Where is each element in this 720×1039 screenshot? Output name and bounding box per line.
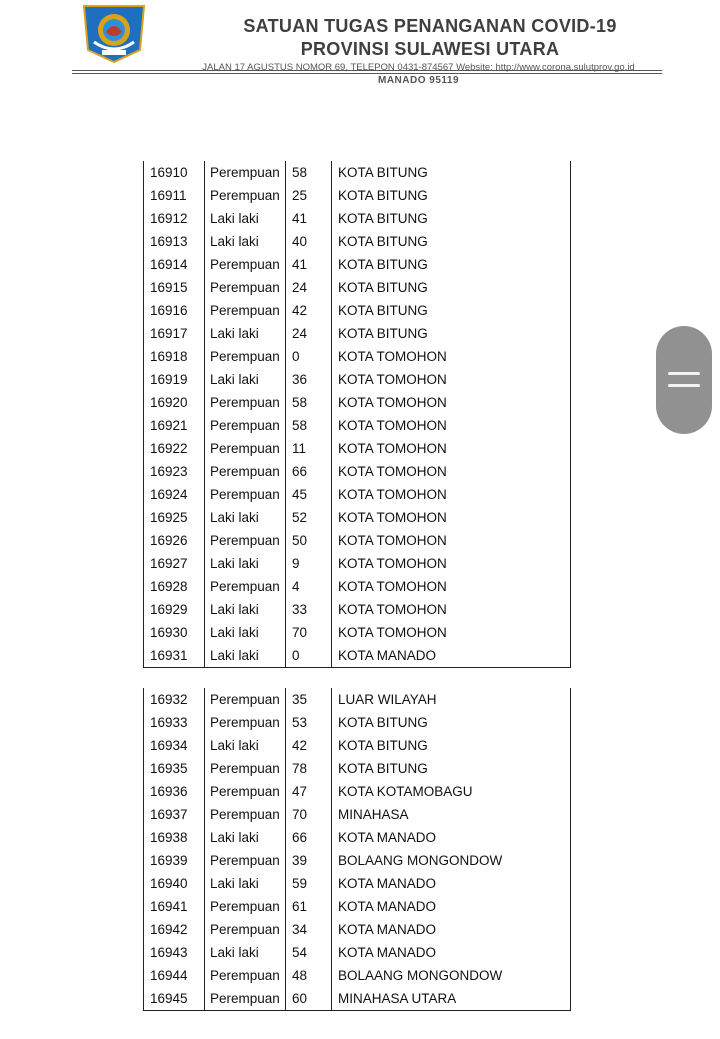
gender-cell: Perempuan	[205, 964, 286, 987]
region-cell: KOTA TOMOHON	[332, 552, 571, 575]
region-cell: KOTA BITUNG	[332, 711, 571, 734]
age-cell: 45	[286, 483, 332, 506]
gender-cell: Laki laki	[205, 598, 286, 621]
gender-cell: Laki laki	[205, 734, 286, 757]
table-row	[144, 734, 571, 757]
table-row	[144, 184, 571, 207]
gender-cell: Perempuan	[205, 757, 286, 780]
table-row	[144, 345, 571, 368]
header-divider	[72, 73, 662, 74]
age-cell: 42	[286, 734, 332, 757]
gender-cell: Perempuan	[205, 184, 286, 207]
region-cell: KOTA MANADO	[332, 644, 571, 668]
gender-cell: Laki laki	[205, 872, 286, 895]
case-number-cell: 16917	[144, 322, 205, 345]
gender-cell: Perempuan	[205, 391, 286, 414]
region-cell: KOTA BITUNG	[332, 161, 571, 184]
case-number-cell: 16935	[144, 757, 205, 780]
age-cell: 58	[286, 414, 332, 437]
case-number-cell: 16919	[144, 368, 205, 391]
table-row	[144, 437, 571, 460]
case-number-cell: 16944	[144, 964, 205, 987]
table-row	[144, 230, 571, 253]
case-number-cell: 16936	[144, 780, 205, 803]
table-row	[144, 460, 571, 483]
region-cell: MINAHASA	[332, 803, 571, 826]
gender-cell: Laki laki	[205, 322, 286, 345]
header-divider	[72, 70, 662, 71]
age-cell: 36	[286, 368, 332, 391]
table-row	[144, 964, 571, 987]
age-cell: 52	[286, 506, 332, 529]
gender-cell: Laki laki	[205, 941, 286, 964]
handle-line	[668, 372, 700, 375]
handle-line	[668, 384, 700, 387]
region-cell: KOTA TOMOHON	[332, 345, 571, 368]
age-cell: 42	[286, 299, 332, 322]
drag-handle-icon[interactable]	[656, 326, 712, 434]
age-cell: 58	[286, 161, 332, 184]
age-cell: 40	[286, 230, 332, 253]
table-row	[144, 711, 571, 734]
region-cell: KOTA TOMOHON	[332, 598, 571, 621]
age-cell: 70	[286, 621, 332, 644]
age-cell: 9	[286, 552, 332, 575]
case-number-cell: 16924	[144, 483, 205, 506]
case-number-cell: 16934	[144, 734, 205, 757]
case-number-cell: 16930	[144, 621, 205, 644]
gender-cell: Laki laki	[205, 368, 286, 391]
age-cell: 53	[286, 711, 332, 734]
region-cell: KOTA BITUNG	[332, 184, 571, 207]
gender-cell: Perempuan	[205, 575, 286, 598]
case-table	[143, 688, 571, 1011]
header-city: MANADO 95119	[377, 75, 460, 86]
table-row	[144, 253, 571, 276]
case-number-cell: 16942	[144, 918, 205, 941]
gender-cell: Perempuan	[205, 299, 286, 322]
age-cell: 33	[286, 598, 332, 621]
region-cell: KOTA MANADO	[332, 918, 571, 941]
table-row	[144, 918, 571, 941]
age-cell: 70	[286, 803, 332, 826]
table-row	[144, 941, 571, 964]
table-row	[144, 299, 571, 322]
age-cell: 59	[286, 872, 332, 895]
region-cell: KOTA TOMOHON	[332, 391, 571, 414]
region-cell: KOTA TOMOHON	[332, 437, 571, 460]
gender-cell: Laki laki	[205, 230, 286, 253]
table-row	[144, 826, 571, 849]
gender-cell: Perempuan	[205, 711, 286, 734]
case-number-cell: 16912	[144, 207, 205, 230]
case-number-cell: 16928	[144, 575, 205, 598]
gender-cell: Laki laki	[205, 552, 286, 575]
region-cell: KOTA BITUNG	[332, 734, 571, 757]
region-cell: KOTA TOMOHON	[332, 483, 571, 506]
gender-cell: Perempuan	[205, 529, 286, 552]
region-cell: KOTA MANADO	[332, 895, 571, 918]
gender-cell: Laki laki	[205, 621, 286, 644]
case-number-cell: 16915	[144, 276, 205, 299]
age-cell: 4	[286, 575, 332, 598]
region-cell: BOLAANG MONGONDOW	[332, 849, 571, 872]
table-row	[144, 391, 571, 414]
gender-cell: Perempuan	[205, 253, 286, 276]
age-cell: 0	[286, 644, 332, 668]
case-number-cell: 16910	[144, 161, 205, 184]
gender-cell: Perempuan	[205, 437, 286, 460]
case-number-cell: 16938	[144, 826, 205, 849]
region-cell: KOTA TOMOHON	[332, 460, 571, 483]
region-cell: KOTA BITUNG	[332, 230, 571, 253]
age-cell: 60	[286, 987, 332, 1011]
case-number-cell: 16933	[144, 711, 205, 734]
case-number-cell: 16927	[144, 552, 205, 575]
case-number-cell: 16916	[144, 299, 205, 322]
region-cell: KOTA MANADO	[332, 941, 571, 964]
gender-cell: Perempuan	[205, 345, 286, 368]
age-cell: 39	[286, 849, 332, 872]
region-cell: KOTA KOTAMOBAGU	[332, 780, 571, 803]
table-row	[144, 506, 571, 529]
table-row	[144, 276, 571, 299]
table-row	[144, 780, 571, 803]
case-number-cell: 16929	[144, 598, 205, 621]
age-cell: 54	[286, 941, 332, 964]
case-number-cell: 16941	[144, 895, 205, 918]
case-number-cell: 16931	[144, 644, 205, 668]
region-cell: KOTA BITUNG	[332, 322, 571, 345]
age-cell: 66	[286, 826, 332, 849]
region-cell: KOTA BITUNG	[332, 757, 571, 780]
region-cell: KOTA BITUNG	[332, 253, 571, 276]
age-cell: 25	[286, 184, 332, 207]
case-number-cell: 16926	[144, 529, 205, 552]
table-row	[144, 987, 571, 1011]
region-cell: KOTA TOMOHON	[332, 529, 571, 552]
table-row	[144, 529, 571, 552]
table-row	[144, 849, 571, 872]
region-cell: KOTA TOMOHON	[332, 621, 571, 644]
table-row	[144, 207, 571, 230]
header-title: SATUAN TUGAS PENANGANAN COVID-19	[243, 16, 617, 36]
case-table	[143, 161, 571, 668]
gender-cell: Perempuan	[205, 987, 286, 1011]
age-cell: 58	[286, 391, 332, 414]
case-number-cell: 16937	[144, 803, 205, 826]
region-cell: KOTA TOMOHON	[332, 506, 571, 529]
gender-cell: Perempuan	[205, 688, 286, 711]
age-cell: 78	[286, 757, 332, 780]
age-cell: 41	[286, 253, 332, 276]
case-number-cell: 16939	[144, 849, 205, 872]
gender-cell: Perempuan	[205, 414, 286, 437]
case-number-cell: 16914	[144, 253, 205, 276]
region-cell: MINAHASA UTARA	[332, 987, 571, 1011]
age-cell: 48	[286, 964, 332, 987]
case-number-cell: 16921	[144, 414, 205, 437]
age-cell: 24	[286, 276, 332, 299]
gender-cell: Laki laki	[205, 207, 286, 230]
gender-cell: Perempuan	[205, 918, 286, 941]
gender-cell: Perempuan	[205, 895, 286, 918]
case-number-cell: 16925	[144, 506, 205, 529]
gender-cell: Laki laki	[205, 506, 286, 529]
gender-cell: Laki laki	[205, 644, 286, 668]
header-subtitle: PROVINSI SULAWESI UTARA	[300, 39, 560, 59]
table-row	[144, 414, 571, 437]
gender-cell: Perempuan	[205, 803, 286, 826]
table-row	[144, 803, 571, 826]
region-cell: KOTA MANADO	[332, 826, 571, 849]
header-address: JALAN 17 AGUSTUS NOMOR 69, TELEPON 0431-874567 Website: http://www.corona.sulutprov.go.id	[202, 62, 635, 73]
gender-cell: Perempuan	[205, 483, 286, 506]
age-cell: 11	[286, 437, 332, 460]
gender-cell: Perempuan	[205, 460, 286, 483]
region-cell: BOLAANG MONGONDOW	[332, 964, 571, 987]
table-row	[144, 575, 571, 598]
table-row	[144, 161, 571, 184]
case-number-cell: 16923	[144, 460, 205, 483]
age-cell: 61	[286, 895, 332, 918]
region-cell: KOTA TOMOHON	[332, 368, 571, 391]
table-row	[144, 368, 571, 391]
case-number-cell: 16922	[144, 437, 205, 460]
case-number-cell: 16940	[144, 872, 205, 895]
case-number-cell: 16932	[144, 688, 205, 711]
gender-cell: Perempuan	[205, 161, 286, 184]
table-row	[144, 872, 571, 895]
age-cell: 50	[286, 529, 332, 552]
provincial-emblem-icon	[80, 2, 148, 64]
gender-cell: Perempuan	[205, 780, 286, 803]
age-cell: 41	[286, 207, 332, 230]
table-row	[144, 322, 571, 345]
case-number-cell: 16913	[144, 230, 205, 253]
gender-cell: Laki laki	[205, 826, 286, 849]
case-number-cell: 16945	[144, 987, 205, 1011]
table-row	[144, 598, 571, 621]
case-number-cell: 16911	[144, 184, 205, 207]
region-cell: LUAR WILAYAH	[332, 688, 571, 711]
table-row	[144, 483, 571, 506]
table-row	[144, 757, 571, 780]
case-number-cell: 16943	[144, 941, 205, 964]
table-row	[144, 688, 571, 711]
gender-cell: Perempuan	[205, 276, 286, 299]
age-cell: 0	[286, 345, 332, 368]
gender-cell: Perempuan	[205, 849, 286, 872]
region-cell: KOTA TOMOHON	[332, 414, 571, 437]
age-cell: 24	[286, 322, 332, 345]
table-row	[144, 552, 571, 575]
age-cell: 66	[286, 460, 332, 483]
age-cell: 47	[286, 780, 332, 803]
table-row	[144, 895, 571, 918]
table-row	[144, 621, 571, 644]
table-row	[144, 644, 571, 668]
age-cell: 34	[286, 918, 332, 941]
region-cell: KOTA BITUNG	[332, 276, 571, 299]
case-number-cell: 16920	[144, 391, 205, 414]
region-cell: KOTA TOMOHON	[332, 575, 571, 598]
case-number-cell: 16918	[144, 345, 205, 368]
region-cell: KOTA MANADO	[332, 872, 571, 895]
age-cell: 35	[286, 688, 332, 711]
region-cell: KOTA BITUNG	[332, 299, 571, 322]
region-cell: KOTA BITUNG	[332, 207, 571, 230]
